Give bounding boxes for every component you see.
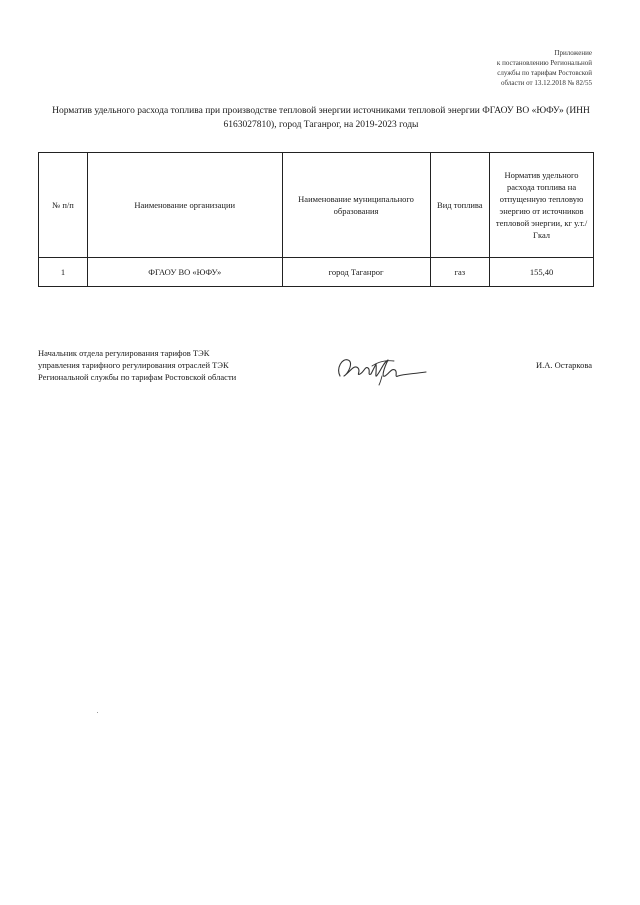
scan-speck — [97, 712, 98, 713]
handwritten-signature — [334, 350, 430, 386]
cell-num: 1 — [39, 258, 88, 287]
cell-norm: 155,40 — [490, 258, 594, 287]
position-line: управления тарифного регулирования отраслей ТЭК — [38, 360, 229, 370]
cell-municipality: город Таганрог — [282, 258, 430, 287]
norm-table — [38, 152, 594, 287]
header-municipality: Наименование муниципального образования — [282, 153, 430, 258]
position-line: Региональной службы по тарифам Ростовской области — [38, 372, 237, 382]
appendix-line: службы по тарифам Ростовской — [497, 69, 592, 77]
header-fuel-type: Вид топлива — [430, 153, 490, 258]
position-line: Начальник отдела регулирования тарифов ТЭК — [38, 348, 210, 358]
signer-position — [38, 347, 288, 383]
appendix-line: к постановлению Региональной — [496, 59, 592, 67]
table-row — [39, 258, 594, 287]
cell-fuel-type: газ — [430, 258, 490, 287]
header-num: № п/п — [39, 153, 88, 258]
table-header-row — [39, 153, 594, 258]
header-organization: Наименование организации — [87, 153, 282, 258]
document-title: Норматив удельного расхода топлива при производстве тепловой энергии источниками тепловой энергии ФГАОУ ВО «ЮФУ» (ИНН 6163027810), город Таганрог, на 2019-2023 годы — [52, 106, 590, 130]
appendix-line: Приложение — [554, 49, 592, 57]
appendix-note — [432, 48, 592, 88]
signer-name: И.А. Остаркова — [535, 360, 592, 370]
appendix-line: области от 13.12.2018 № 82/55 — [501, 79, 592, 87]
cell-organization: ФГАОУ ВО «ЮФУ» — [87, 258, 282, 287]
header-norm: Норматив удельного расхода топлива на отпущенную тепловую энергию от источников тепловой энергии, кг у.т./Гкал — [490, 153, 594, 258]
